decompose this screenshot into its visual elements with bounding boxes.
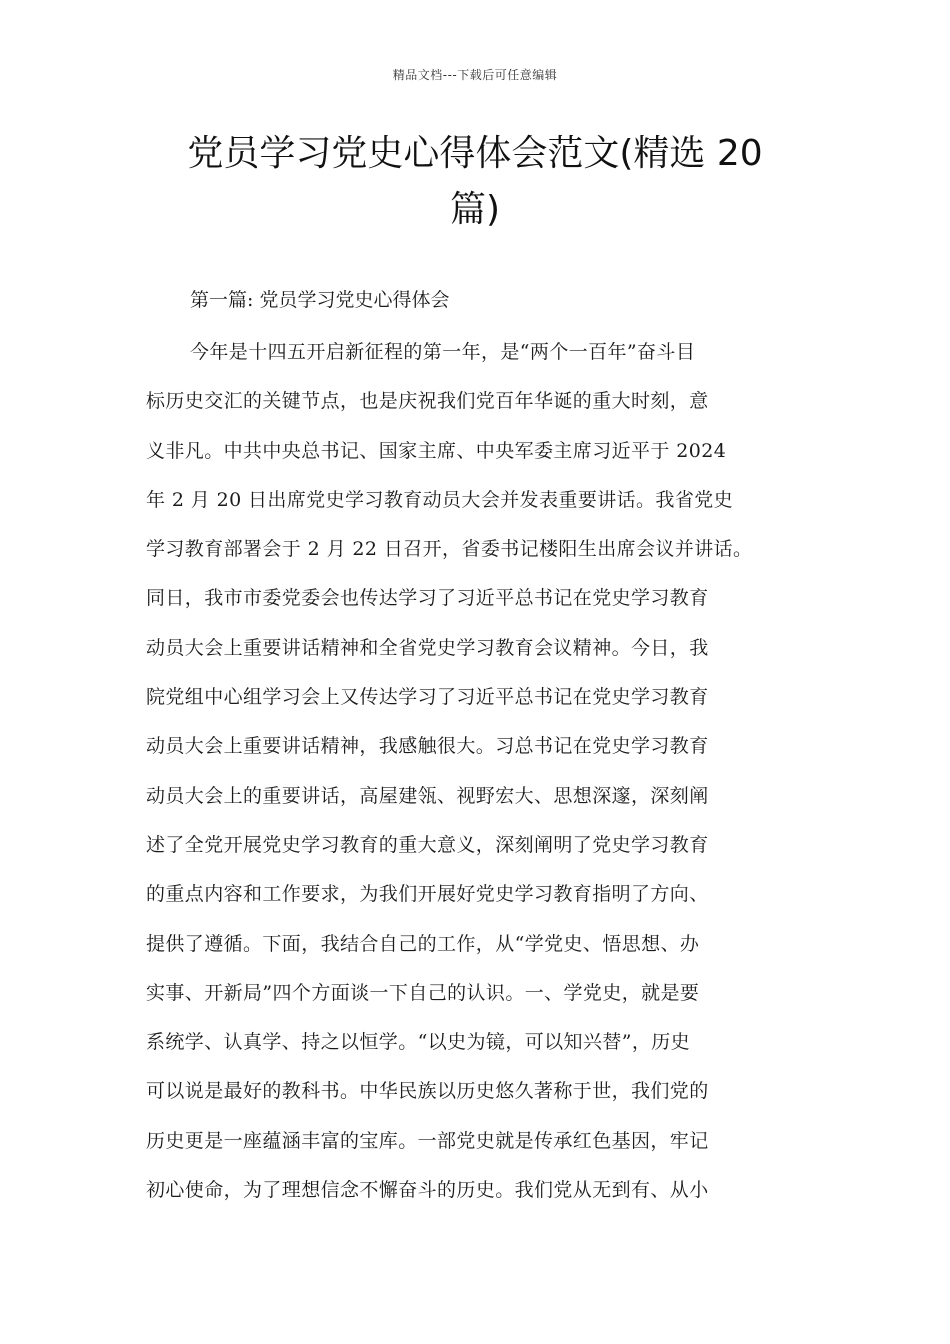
- paragraph-line: 学习教育部署会于 2 月 22 日召开，省委书记楼阳生出席会议并讲话。: [146, 538, 753, 561]
- section-heading: 第一篇: 党员学习党史心得体会: [190, 289, 450, 311]
- paragraph-line: 年 2 月 20 日出席党史学习教育动员大会并发表重要讲话。我省党史: [146, 488, 734, 511]
- paragraph-line: 今年是十四五开启新征程的第一年，是“两个一百年”奋斗目: [190, 341, 696, 363]
- paragraph-line: 义非凡。中共中央总书记、国家主席、中央军委主席习近平于 2024: [146, 439, 727, 462]
- paragraph-line: 述了全党开展党史学习教育的重大意义，深刻阐明了党史学习教育: [146, 833, 709, 856]
- document-title-line-1: 党员学习党史心得体会范文(精选 20: [187, 133, 763, 174]
- paragraph-line: 动员大会上的重要讲话，高屋建瓴、视野宏大、思想深邃，深刻阐: [146, 784, 709, 807]
- paragraph-line: 院党组中心组学习会上又传达学习了习近平总书记在党史学习教育: [146, 686, 709, 709]
- paragraph-line: 的重点内容和工作要求，为我们开展好党史学习教育指明了方向、: [146, 883, 709, 906]
- paragraph-line: 提供了遵循。下面，我结合自己的工作，从“学党史、悟思想、办: [146, 932, 700, 955]
- document-title-line-2: 篇): [449, 189, 501, 230]
- paragraph-line: 动员大会上重要讲话精神和全省党史学习教育会议精神。今日，我: [146, 636, 709, 659]
- paragraph-line: 初心使命，为了理想信念不懈奋斗的历史。我们党从无到有、从小: [146, 1179, 709, 1202]
- paragraph-line: 历史更是一座蕴涵丰富的宝库。一部党史就是传承红色基因，牢记: [146, 1129, 709, 1152]
- paragraph-line: 系统学、认真学、持之以恒学。“以史为镜，可以知兴替”，历史: [146, 1031, 691, 1054]
- paragraph-line: 标历史交汇的关键节点，也是庆祝我们党百年华诞的重大时刻，意: [146, 390, 709, 413]
- paragraph-line: 可以说是最好的教科书。中华民族以历史悠久著称于世，我们党的: [146, 1080, 709, 1103]
- paragraph-line: 同日，我市市委党委会也传达学习了习近平总书记在党史学习教育: [146, 587, 709, 610]
- document-title: [150, 126, 800, 238]
- body-paragraph: [146, 334, 826, 1221]
- header-note: 精品文档---下载后可任意编辑: [392, 68, 558, 82]
- paragraph-line: 动员大会上重要讲话精神，我感触很大。习总书记在党史学习教育: [146, 735, 709, 758]
- paragraph-line: 实事、开新局”四个方面谈一下自己的认识。一、学党史，就是要: [146, 981, 700, 1004]
